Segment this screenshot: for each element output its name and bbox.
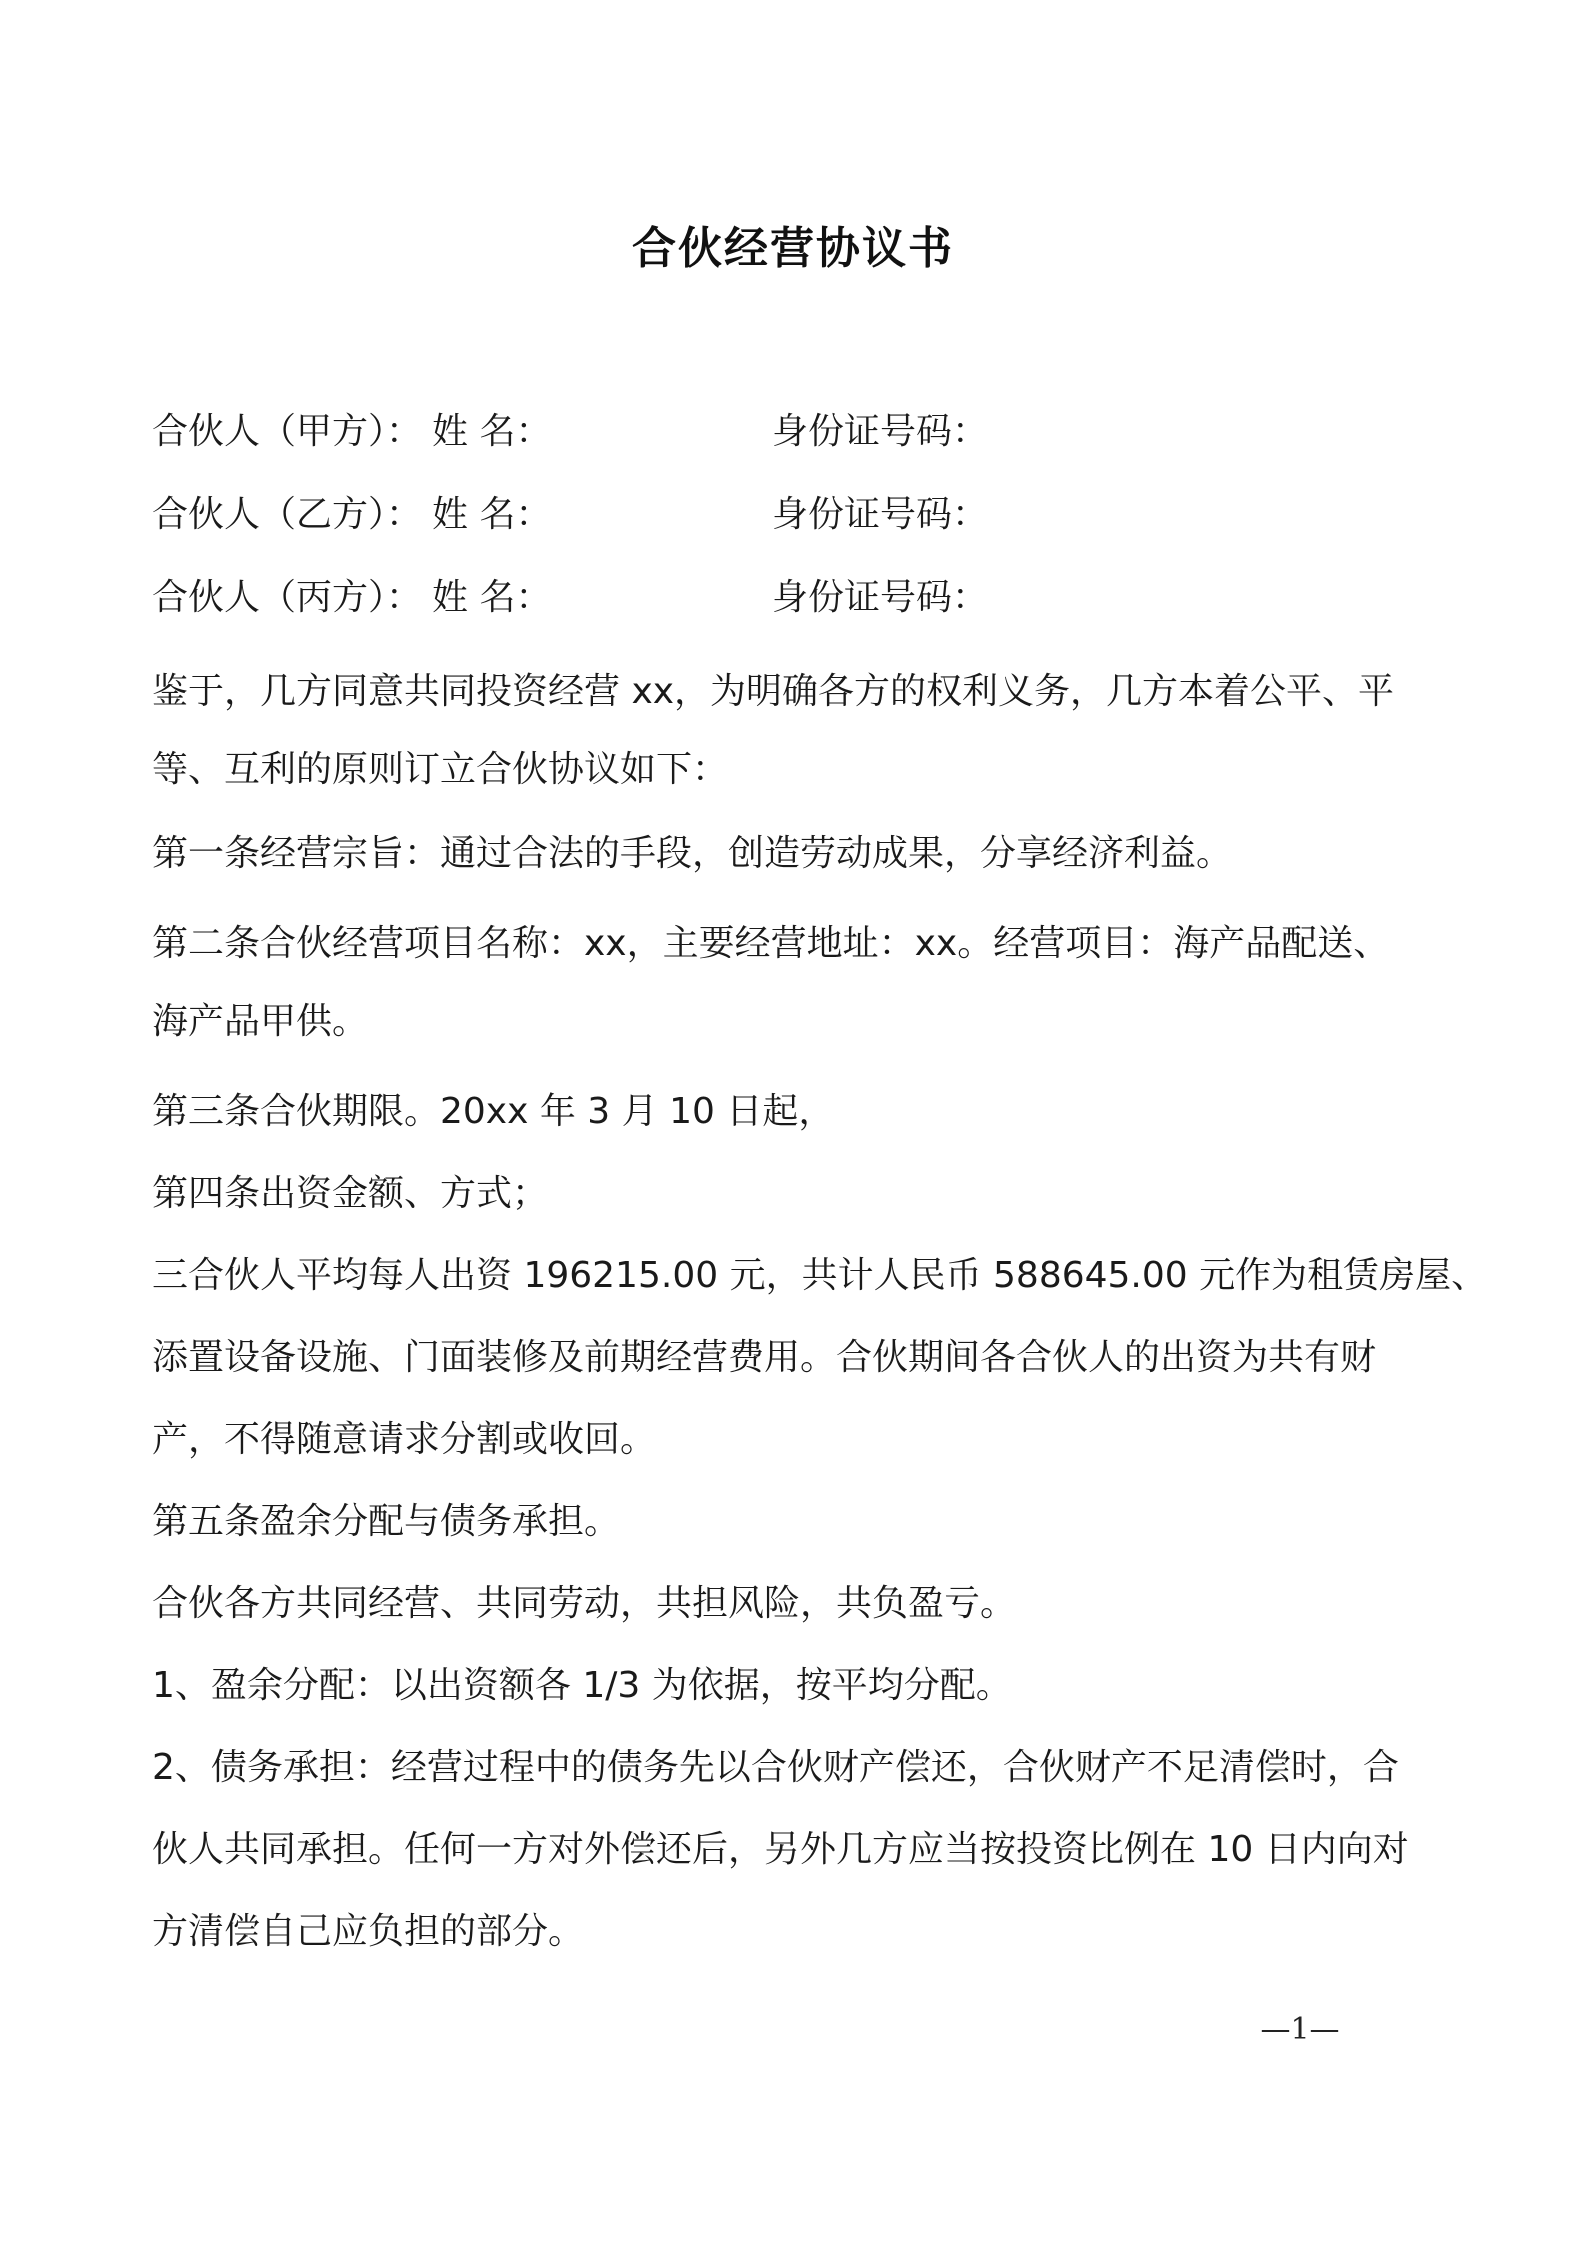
id-number-label: 身份证号码： (772, 411, 989, 452)
id-number-label: 身份证号码： (772, 494, 989, 535)
body-line: 1、盈余分配：以出资额各 1/3 为依据，按平均分配。 (152, 1665, 1012, 1706)
party-row-c (152, 568, 1452, 628)
body-line: 海产品甲供。 (152, 1001, 369, 1042)
body-line: 添置设备设施、门面装修及前期经营费用。合伙期间各合伙人的出资为共有财 (152, 1337, 1377, 1378)
name-label: 姓 名： (432, 411, 552, 452)
name-label: 姓 名： (432, 494, 552, 535)
body-line: 第四条出资金额、方式； (152, 1173, 549, 1214)
body-line: 合伙各方共同经营、共同劳动，共担风险，共负盈亏。 (152, 1583, 1017, 1624)
page-number: —1— (1260, 2012, 1340, 2047)
body-line: 第五条盈余分配与债务承担。 (152, 1501, 621, 1542)
party-label: 合伙人（甲方）： (152, 411, 423, 452)
document-title: 合伙经营协议书 (632, 223, 954, 274)
body-line: 方清偿自己应负担的部分。 (152, 1911, 585, 1952)
party-row-b (152, 485, 1452, 545)
body-line: 第一条经营宗旨：通过合法的手段，创造劳动成果，分享经济利益。 (152, 833, 1233, 874)
party-row-a (152, 402, 1452, 462)
body-line: 第二条合伙经营项目名称：xx，主要经营地址：xx。经营项目：海产品配送、 (152, 923, 1390, 964)
body-line: 等、互利的原则订立合伙协议如下： (152, 749, 729, 790)
body-line: 2、债务承担：经营过程中的债务先以合伙财产偿还，合伙财产不足清偿时，合 (152, 1747, 1399, 1788)
body-line: 伙人共同承担。任何一方对外偿还后，另外几方应当按投资比例在 10 日内向对 (152, 1829, 1409, 1870)
body-line: 产，不得随意请求分割或收回。 (152, 1419, 657, 1460)
body-line: 第三条合伙期限。20xx 年 3 月 10 日起， (152, 1091, 835, 1132)
party-label: 合伙人（乙方）： (152, 494, 423, 535)
id-number-label: 身份证号码： (772, 577, 989, 618)
name-label: 姓 名： (432, 577, 552, 618)
body-line: 鉴于，几方同意共同投资经营 xx，为明确各方的权利义务，几方本着公平、平 (152, 671, 1395, 712)
party-label: 合伙人（丙方）： (152, 577, 423, 618)
body-line: 三合伙人平均每人出资 196215.00 元，共计人民币 588645.00 元作为租赁房屋、 (152, 1255, 1488, 1296)
